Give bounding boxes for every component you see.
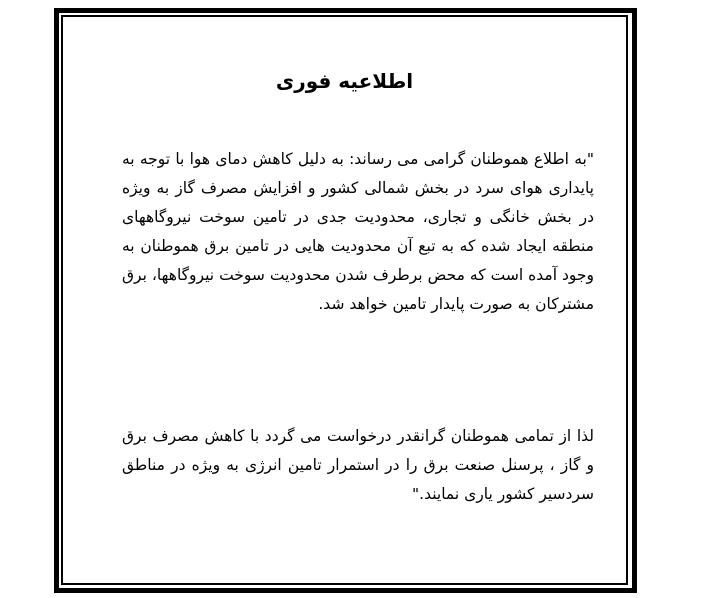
frame-outer-top-border	[54, 8, 637, 13]
frame-outer-right-border	[632, 8, 637, 593]
notice-paragraph-2: لذا از تمامی هموطنان گرانقدر درخواست می گردد با کاهش مصرف برق و گاز ، پرسنل صنعت برق را در استمرار تامین انرژی به ویژه در مناطق سردسیر کشور یاری نمایند."	[122, 427, 594, 503]
frame-outer-left-border	[54, 8, 59, 593]
frame-inner-bottom-border	[61, 583, 628, 585]
frame-inner-right-border	[626, 15, 628, 585]
notice-paragraph-1: "به اطلاع هموطنان گرامی می رساند: به دلیل کاهش دمای هوا با توجه به پایداری هوای سرد در بخش شمالی کشور و افزایش مصرف گاز به ویژه در بخش خانگی و تجاری، محدودیت جدی در تامین سوخت نیروگاههای منطقه ایجاد شده که به تبع آن محدودیت هایی در تامین برق هموطنان به وجود آمده است که محض برطرف شدن محدودیت سوخت نیروگاهها، برق مشترکان به صورت پایدار تامین خواهد شد.	[122, 150, 594, 313]
frame-inner-top-border	[61, 15, 628, 17]
frame-inner-left-border	[61, 15, 63, 585]
frame-outer-bottom-border	[54, 588, 637, 593]
notice-title: اطلاعیه فوری	[275, 69, 414, 93]
